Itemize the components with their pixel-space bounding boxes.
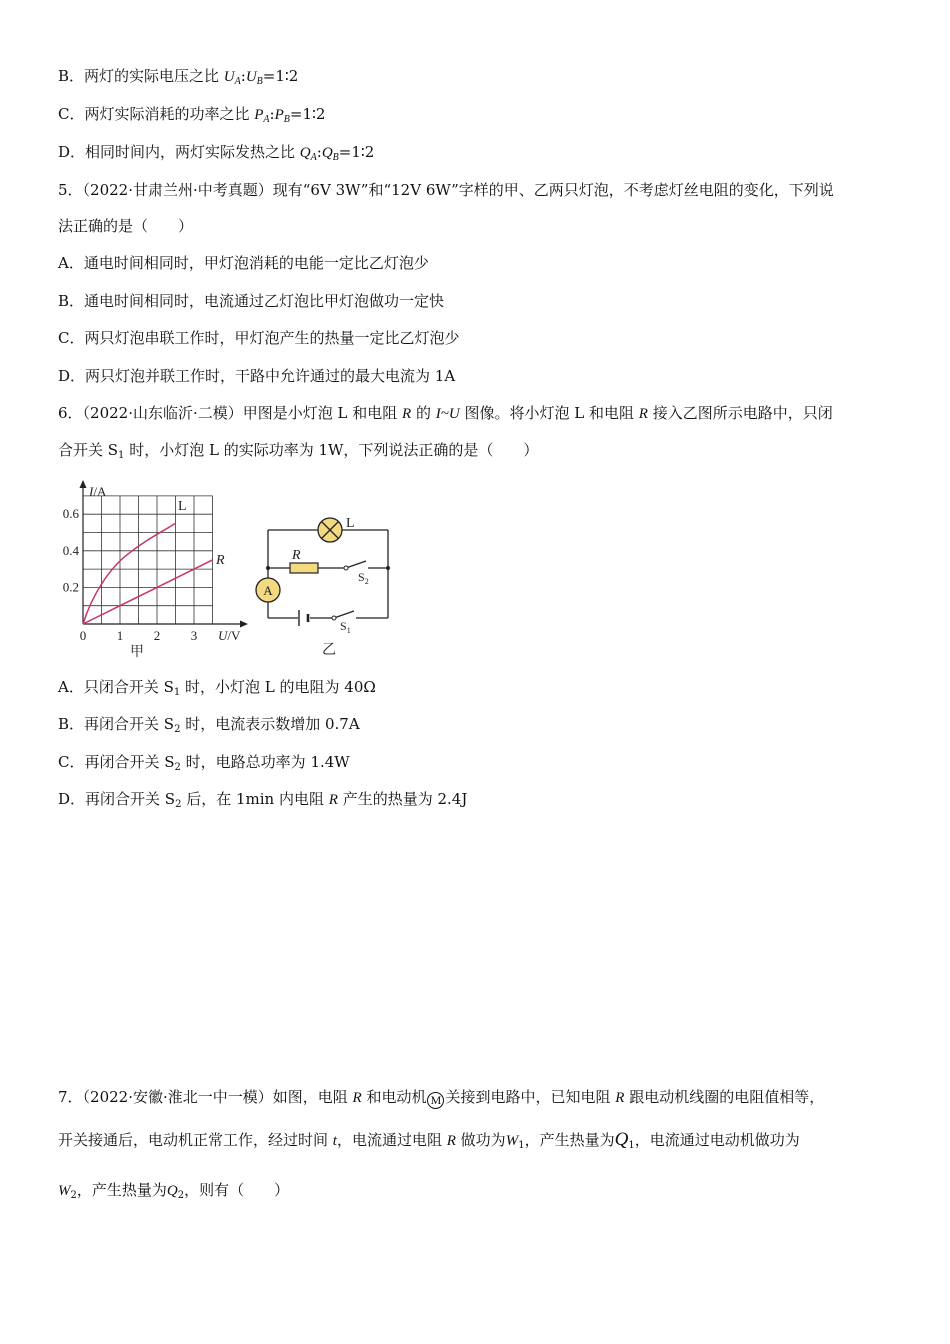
var-u: U (223, 69, 235, 85)
series-r-curve (83, 560, 213, 624)
q6-option-a-text: A．只闭合开关 S (58, 678, 174, 696)
q6-option-d-text: 产生的热量为 2.4J (337, 790, 468, 808)
q5-option-c: C．两只灯泡串联工作时，甲灯泡产生的热量一定比乙灯泡少 (58, 329, 460, 347)
circuit-svg (250, 508, 400, 660)
q6-option-c (58, 752, 350, 772)
q6-option-c-text: 时，电路总功率为 1.4W (180, 753, 350, 771)
q7-text: 做功为 (455, 1131, 506, 1149)
q4-option-d-text: D．相同时间内，两灯实际发热之比 (58, 143, 300, 161)
var-p: P (274, 107, 284, 123)
var-q: Q (166, 1183, 178, 1199)
x-axis-title: U/V (218, 628, 241, 643)
sub-1: 1 (118, 450, 125, 461)
q4-option-c (58, 104, 325, 125)
circuit-caption: 乙 (322, 643, 336, 658)
q6-text: 时，小灯泡 L 的实际功率为 1W，下列说法正确的是（ ） (124, 441, 539, 459)
q7-stem-line2 (58, 1130, 800, 1151)
q6-stem-line1 (58, 403, 833, 424)
curve-l-label: L (178, 499, 187, 514)
ratio: =1∶2 (289, 105, 326, 123)
x-tick-label: 0 (79, 628, 87, 643)
ratio: =1∶2 (338, 143, 375, 161)
q6-stem-line2 (58, 440, 538, 460)
q6-text: 图像。将小灯泡 L 和电阻 (459, 404, 639, 422)
q7-text: 和电动机 (361, 1088, 427, 1106)
y-tick-label: 0.4 (62, 542, 79, 558)
x-axis-arrow (240, 621, 248, 628)
var-r: R (615, 1090, 625, 1106)
switch-s2-label: $S_2$ (358, 570, 369, 586)
lamp-label: L (346, 516, 355, 531)
sub-1: 1 (518, 1140, 525, 1151)
q5-option-a: A．通电时间相同时，甲灯泡消耗的电能一定比乙灯泡少 (58, 254, 429, 272)
resistor-label: R (292, 548, 301, 563)
q6-text: 6．（2022·山东临沂·二模）甲图是小灯泡 L 和电阻 (58, 404, 403, 422)
junction-dot (266, 566, 270, 570)
q6-text: 接入乙图所示电路中，只闭 (647, 404, 833, 422)
q7-text: ，产生热量为 (76, 1181, 167, 1199)
colon: : (269, 105, 275, 123)
var-q: Q (614, 1129, 629, 1150)
series-l-curve (83, 523, 176, 624)
ammeter-label: A (263, 583, 273, 598)
graph-caption: 甲 (130, 645, 144, 658)
q5-stem-line1: 5．（2022·甘肃兰州·中考真题）现有“6V 3W”和“12V 6W”字样的甲、乙两只灯泡，不考虑灯丝电阻的变化，下列说 (58, 181, 834, 199)
switch-s1-blade (334, 611, 354, 618)
q6-option-d-text: 后，在 1min 内电阻 (181, 790, 329, 808)
iu-graph (52, 478, 262, 662)
switch-s1-contact (332, 616, 336, 620)
q6-option-b-text: B．再闭合开关 S (58, 715, 175, 733)
x-tick-label: 1 (116, 628, 124, 643)
switch-s2-blade (346, 561, 366, 568)
q7-stem-line3 (58, 1180, 289, 1201)
var-q: Q (299, 145, 311, 161)
y-tick-label: 0.2 (62, 579, 79, 595)
var-r: R (638, 406, 648, 422)
var-p: P (254, 107, 264, 123)
var-r: R (402, 406, 412, 422)
var-w: W (58, 1183, 71, 1199)
q6-option-b-text: 时，电流表示数增加 0.7A (180, 715, 360, 733)
q6-option-c-text: C．再闭合开关 S (58, 753, 175, 771)
switch-s1-label: $S_1$ (340, 619, 351, 635)
sub-1: 1 (628, 1140, 635, 1151)
sub-2: 2 (177, 1190, 185, 1201)
q5-option-b: B．通电时间相同时，电流通过乙灯泡比甲灯泡做功一定快 (58, 292, 445, 310)
y-tick-label: 0.6 (62, 506, 79, 522)
q7-text: ，产生热量为 (524, 1131, 615, 1149)
q6-option-a-text: 时，小灯泡 L 的电阻为 40Ω (180, 678, 376, 696)
sub-2: 2 (70, 1190, 77, 1201)
q6-option-d (58, 789, 467, 810)
x-tick-label: 3 (190, 628, 198, 643)
q7-text: ，则有（ ） (184, 1181, 290, 1199)
q7-text: 跟电动机线圈的电阻值相等， (624, 1088, 825, 1106)
var-w: W (505, 1133, 519, 1149)
var-r: R (328, 792, 338, 808)
sub-a: A (310, 152, 317, 163)
motor-icon: M (427, 1092, 444, 1109)
q5-option-d: D．两只灯泡并联工作时，干路中允许通过的最大电流为 1A (58, 367, 456, 385)
q6-option-a (58, 677, 376, 697)
curve-r-label: R (216, 553, 225, 568)
var-r: R (446, 1133, 456, 1149)
var-iu: I~U (435, 406, 460, 422)
circuit-diagram (250, 508, 400, 664)
q6-option-b (58, 714, 360, 734)
x-tick-label: 2 (153, 628, 161, 643)
switch-s2-contact (344, 566, 348, 570)
q7-text: 开关接通后，电动机正常工作，经过时间 (58, 1131, 333, 1149)
sub-b: B (283, 114, 290, 125)
sub-2: 2 (175, 799, 182, 810)
resistor-icon (290, 563, 318, 573)
q7-stem-line1 (58, 1087, 824, 1109)
sub-2: 2 (174, 724, 181, 735)
ratio: =1∶2 (262, 67, 299, 85)
sub-a: A (234, 76, 241, 87)
junction-dot (386, 566, 390, 570)
colon: : (316, 143, 322, 161)
colon: : (240, 67, 246, 85)
q7-text: ，电流通过电动机做功为 (634, 1131, 800, 1149)
y-axis-arrow (80, 480, 87, 488)
var-r: R (352, 1090, 362, 1106)
iu-graph-svg (52, 478, 262, 658)
q5-stem-line2: 法正确的是（ ） (58, 217, 194, 235)
var-q: Q (321, 145, 333, 161)
q4-option-b (58, 66, 298, 87)
q7-text: 关接到电路中，已知电阻 (445, 1088, 616, 1106)
sub-a: A (263, 114, 270, 125)
y-axis-title: I/A (89, 484, 107, 499)
sub-b: B (332, 152, 339, 163)
q6-text: 的 (411, 404, 436, 422)
q7-text: 7．（2022·安徽·淮北一中一模）如图，电阻 (58, 1088, 353, 1106)
sub-b: B (256, 76, 263, 87)
q6-option-d-text: D．再闭合开关 S (58, 790, 176, 808)
q4-option-d (58, 142, 374, 163)
q7-text: ，电流通过电阻 (336, 1131, 447, 1149)
q6-text: 合开关 S (58, 441, 119, 459)
sub-2: 2 (174, 762, 181, 773)
q4-option-b-text: B．两灯的实际电压之比 (58, 67, 224, 85)
var-t: t (332, 1133, 337, 1149)
var-u: U (245, 69, 257, 85)
q4-option-c-text: C．两灯实际消耗的功率之比 (58, 105, 255, 123)
sub-1: 1 (173, 687, 181, 698)
